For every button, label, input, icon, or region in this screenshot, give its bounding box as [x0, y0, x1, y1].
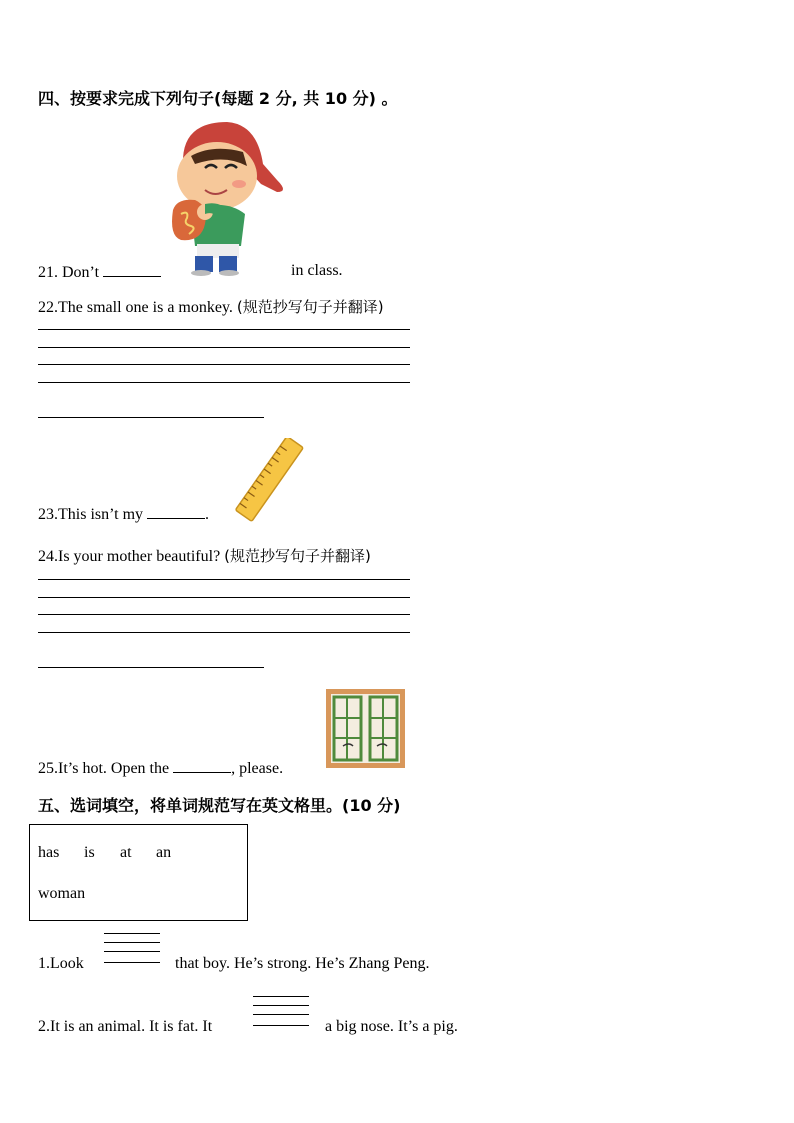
word-bank-item: woman: [38, 885, 86, 902]
word-bank-item: at: [120, 844, 132, 861]
fill-question-2-prefix: 2.It is an animal. It is fat. It: [38, 1018, 213, 1035]
boy-eating-illustration: [165, 118, 295, 276]
question-21-prefix: 21. Don’t: [38, 264, 100, 281]
grid-line: [104, 951, 160, 952]
q22-writing-line-4[interactable]: [38, 382, 410, 383]
grid-line: [104, 962, 160, 963]
window-illustration: [325, 688, 406, 769]
question-22-english: 22.The small one is a monkey.: [38, 299, 237, 316]
question-21: [38, 262, 161, 282]
question-22-instruction: (规范抄写句子并翻译): [236, 298, 384, 316]
question-24-instruction: (规范抄写句子并翻译): [224, 547, 371, 565]
question-25-suffix: , please.: [231, 760, 284, 777]
ruler-illustration: [232, 438, 310, 522]
q24-writing-line-3[interactable]: [38, 614, 410, 615]
word-bank-item: has: [38, 844, 60, 861]
section-4-heading: 四、按要求完成下列句子(每题 2 分, 共 10 分) 。: [38, 89, 398, 108]
word-bank-item: an: [156, 844, 172, 861]
grid-line: [104, 933, 160, 934]
fill-question-2-suffix: a big nose. It’s a pig.: [325, 1018, 458, 1035]
q24-translation-line[interactable]: [38, 667, 264, 668]
word-bank-item: is: [84, 844, 95, 861]
fill-question-1-suffix: that boy. He’s strong. He’s Zhang Peng.: [175, 955, 430, 972]
word-bank-box: [29, 824, 248, 921]
grid-line: [253, 996, 309, 997]
grid-line: [253, 1014, 309, 1015]
q22-writing-line-2[interactable]: [38, 347, 410, 348]
q24-writing-line-2[interactable]: [38, 597, 410, 598]
q22-translation-line[interactable]: [38, 417, 264, 418]
grid-line: [104, 942, 160, 943]
question-25: [38, 758, 283, 778]
q22-writing-line-3[interactable]: [38, 364, 410, 365]
section-5-heading: 五、选词填空，将单词规范写在英文格里。(10 分): [38, 796, 401, 815]
grid-line: [253, 1025, 309, 1026]
question-23-end: .: [205, 506, 210, 523]
question-25-blank[interactable]: [173, 758, 231, 773]
question-24-english: 24.Is your mother beautiful?: [38, 548, 225, 565]
question-21-blank[interactable]: [103, 262, 161, 277]
question-21-suffix: in class.: [291, 262, 343, 279]
question-23-blank[interactable]: [147, 504, 205, 519]
q24-writing-line-1[interactable]: [38, 579, 410, 580]
fill-question-1-prefix: 1.Look: [38, 955, 84, 972]
question-22: [38, 296, 384, 317]
q22-writing-line-1[interactable]: [38, 329, 410, 330]
question-23-text: 23.This isn’t my: [38, 506, 144, 523]
grid-line: [253, 1005, 309, 1006]
question-23: [38, 504, 209, 524]
question-25-prefix: 25.It’s hot. Open the: [38, 760, 170, 777]
q24-writing-line-4[interactable]: [38, 632, 410, 633]
question-24: [38, 545, 371, 566]
